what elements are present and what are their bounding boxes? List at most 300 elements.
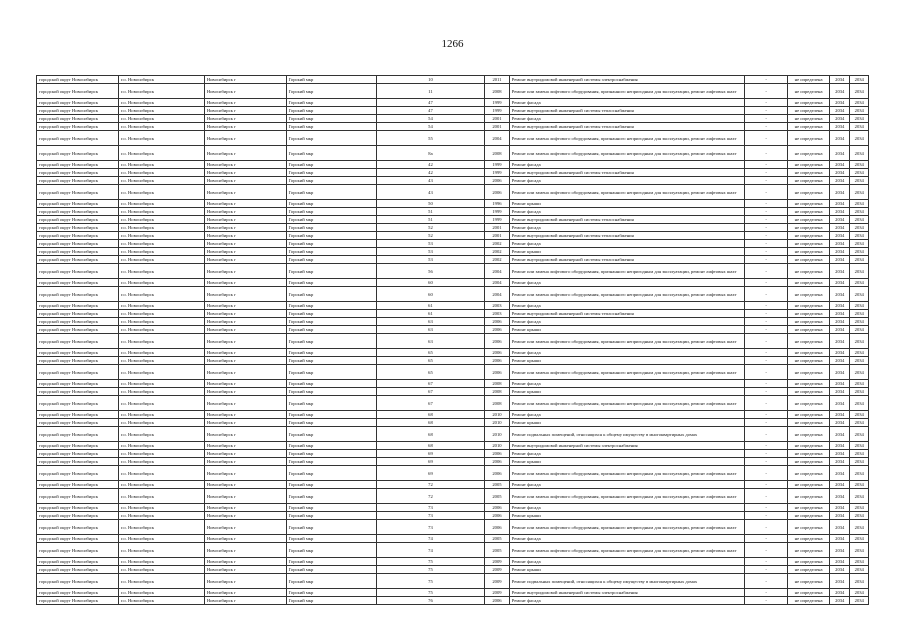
plan-end-cell: 2034 (850, 264, 869, 279)
work-type-cell: Ремонт крыши (509, 357, 744, 365)
table-row (37, 310, 869, 318)
house-number-cell: 74 (376, 535, 484, 543)
work-type-cell: Ремонт крыши (509, 419, 744, 427)
cost-cell: - (745, 349, 788, 357)
plan-end-cell: 2034 (850, 489, 869, 504)
plan-end-cell: 2034 (850, 76, 869, 84)
district-cell: городской округ Новосибирск (37, 543, 119, 558)
house-number-cell: 53 (376, 248, 484, 256)
plan-end-cell: 2034 (850, 216, 869, 224)
cost-cell: - (745, 396, 788, 411)
street-cell: Горский мкр (286, 185, 376, 200)
cost-cell: - (745, 365, 788, 380)
status-cell: не определена (788, 558, 830, 566)
table-row (37, 574, 869, 589)
plan-end-cell: 2034 (850, 185, 869, 200)
district-cell: городской округ Новосибирск (37, 419, 119, 427)
status-cell: не определена (788, 287, 830, 302)
cost-cell: - (745, 535, 788, 543)
build-year-cell: 2001 (485, 115, 510, 123)
plan-start-cell: 2034 (830, 264, 850, 279)
plan-start-cell: 2034 (830, 396, 850, 411)
work-type-cell: Ремонт или замена лифтового оборудования, признанного непригодным для эксплуатации, ремонт лифтовых шахт (509, 365, 744, 380)
city-cell: Новосибирск г (204, 216, 286, 224)
plan-end-cell: 2034 (850, 115, 869, 123)
cost-cell: - (745, 99, 788, 107)
work-type-cell: Ремонт фасада (509, 302, 744, 310)
street-cell: Горский мкр (286, 535, 376, 543)
plan-end-cell: 2034 (850, 504, 869, 512)
work-type-cell: Ремонт или замена лифтового оборудования, признанного непригодным для эксплуатации, ремонт лифтовых шахт (509, 287, 744, 302)
status-cell: не определена (788, 419, 830, 427)
status-cell: не определена (788, 589, 830, 597)
plan-end-cell: 2034 (850, 520, 869, 535)
district-cell: городской округ Новосибирск (37, 123, 119, 131)
city-cell: Новосибирск г (204, 427, 286, 442)
district-cell: городской округ Новосибирск (37, 380, 119, 388)
municipality-cell: г.о. Новосибирск (118, 458, 204, 466)
city-cell: Новосибирск г (204, 161, 286, 169)
work-type-cell: Ремонт внутридомовой инженерной системы электроснабжения (509, 442, 744, 450)
work-type-cell: Ремонт крыши (509, 200, 744, 208)
status-cell: не определена (788, 84, 830, 99)
cost-cell: - (745, 123, 788, 131)
plan-end-cell: 2034 (850, 419, 869, 427)
plan-start-cell: 2034 (830, 232, 850, 240)
municipality-cell: г.о. Новосибирск (118, 99, 204, 107)
cost-cell: - (745, 481, 788, 489)
build-year-cell: 2010 (485, 427, 510, 442)
district-cell: городской округ Новосибирск (37, 450, 119, 458)
district-cell: городской округ Новосибирск (37, 535, 119, 543)
city-cell: Новосибирск г (204, 489, 286, 504)
plan-start-cell: 2034 (830, 574, 850, 589)
municipality-cell: г.о. Новосибирск (118, 240, 204, 248)
plan-start-cell: 2034 (830, 589, 850, 597)
city-cell: Новосибирск г (204, 365, 286, 380)
plan-start-cell: 2034 (830, 115, 850, 123)
build-year-cell: 2004 (485, 279, 510, 287)
build-year-cell: 2006 (485, 185, 510, 200)
status-cell: не определена (788, 256, 830, 264)
table-row (37, 208, 869, 216)
table-row (37, 442, 869, 450)
work-type-cell: Ремонт фасада (509, 208, 744, 216)
plan-end-cell: 2034 (850, 411, 869, 419)
status-cell: не определена (788, 161, 830, 169)
municipality-cell: г.о. Новосибирск (118, 450, 204, 458)
city-cell: Новосибирск г (204, 543, 286, 558)
house-number-cell: 56 (376, 264, 484, 279)
municipality-cell: г.о. Новосибирск (118, 232, 204, 240)
street-cell: Горский мкр (286, 380, 376, 388)
city-cell: Новосибирск г (204, 380, 286, 388)
status-cell: не определена (788, 131, 830, 146)
district-cell: городской округ Новосибирск (37, 489, 119, 504)
house-number-cell: 67 (376, 380, 484, 388)
house-number-cell: 74 (376, 543, 484, 558)
district-cell: городской округ Новосибирск (37, 365, 119, 380)
plan-end-cell: 2034 (850, 380, 869, 388)
work-type-cell: Ремонт фасада (509, 597, 744, 605)
house-number-cell: 50 (376, 200, 484, 208)
cost-cell: - (745, 146, 788, 161)
district-cell: городской округ Новосибирск (37, 185, 119, 200)
status-cell: не определена (788, 169, 830, 177)
table-row (37, 334, 869, 349)
municipality-cell: г.о. Новосибирск (118, 264, 204, 279)
plan-end-cell: 2034 (850, 442, 869, 450)
plan-start-cell: 2034 (830, 466, 850, 481)
plan-end-cell: 2034 (850, 232, 869, 240)
street-cell: Горский мкр (286, 146, 376, 161)
district-cell: городской округ Новосибирск (37, 334, 119, 349)
work-type-cell: Ремонт внутридомовой инженерной системы теплоснабжения (509, 169, 744, 177)
status-cell: не определена (788, 442, 830, 450)
municipality-cell: г.о. Новосибирск (118, 520, 204, 535)
municipality-cell: г.о. Новосибирск (118, 131, 204, 146)
plan-start-cell: 2034 (830, 76, 850, 84)
street-cell: Горский мкр (286, 248, 376, 256)
build-year-cell: 2004 (485, 131, 510, 146)
house-number-cell: 61 (376, 310, 484, 318)
build-year-cell: 2005 (485, 543, 510, 558)
cost-cell: - (745, 504, 788, 512)
district-cell: городской округ Новосибирск (37, 200, 119, 208)
build-year-cell: 2008 (485, 146, 510, 161)
status-cell: не определена (788, 146, 830, 161)
plan-end-cell: 2034 (850, 481, 869, 489)
city-cell: Новосибирск г (204, 512, 286, 520)
plan-start-cell: 2034 (830, 380, 850, 388)
build-year-cell: 2006 (485, 450, 510, 458)
cost-cell: - (745, 326, 788, 334)
house-number-cell: 76 (376, 597, 484, 605)
work-type-cell: Ремонт или замена лифтового оборудования, признанного непригодным для эксплуатации, ремонт лифтовых шахт (509, 146, 744, 161)
plan-start-cell: 2034 (830, 481, 850, 489)
street-cell: Горский мкр (286, 574, 376, 589)
house-number-cell: 65 (376, 357, 484, 365)
municipality-cell: г.о. Новосибирск (118, 334, 204, 349)
district-cell: городской округ Новосибирск (37, 442, 119, 450)
district-cell: городской округ Новосибирск (37, 558, 119, 566)
street-cell: Горский мкр (286, 169, 376, 177)
district-cell: городской округ Новосибирск (37, 84, 119, 99)
plan-start-cell: 2034 (830, 489, 850, 504)
status-cell: не определена (788, 535, 830, 543)
city-cell: Новосибирск г (204, 248, 286, 256)
house-number-cell: 68 (376, 442, 484, 450)
table-row (37, 232, 869, 240)
street-cell: Горский мкр (286, 224, 376, 232)
street-cell: Горский мкр (286, 84, 376, 99)
build-year-cell: 2006 (485, 326, 510, 334)
build-year-cell: 2004 (485, 287, 510, 302)
plan-end-cell: 2034 (850, 326, 869, 334)
house-number-cell: 11 (376, 84, 484, 99)
street-cell: Горский мкр (286, 566, 376, 574)
district-cell: городской округ Новосибирск (37, 115, 119, 123)
cost-cell: - (745, 84, 788, 99)
street-cell: Горский мкр (286, 442, 376, 450)
street-cell: Горский мкр (286, 458, 376, 466)
build-year-cell: 2006 (485, 466, 510, 481)
table-row (37, 256, 869, 264)
district-cell: городской округ Новосибирск (37, 466, 119, 481)
plan-end-cell: 2034 (850, 256, 869, 264)
work-type-cell: Ремонт или замена лифтового оборудования, признанного непригодным для эксплуатации, ремонт лифтовых шахт (509, 543, 744, 558)
status-cell: не определена (788, 115, 830, 123)
build-year-cell: 2006 (485, 357, 510, 365)
table-row (37, 200, 869, 208)
work-type-cell: Ремонт или замена лифтового оборудования, признанного непригодным для эксплуатации, ремонт лифтовых шахт (509, 185, 744, 200)
municipality-cell: г.о. Новосибирск (118, 208, 204, 216)
table-row (37, 380, 869, 388)
status-cell: не определена (788, 458, 830, 466)
house-number-cell: 53 (376, 240, 484, 248)
work-type-cell: Ремонт фасада (509, 161, 744, 169)
plan-start-cell: 2034 (830, 123, 850, 131)
status-cell: не определена (788, 177, 830, 185)
district-cell: городской округ Новосибирск (37, 566, 119, 574)
house-number-cell: 72 (376, 481, 484, 489)
street-cell: Горский мкр (286, 287, 376, 302)
plan-start-cell: 2034 (830, 566, 850, 574)
district-cell: городской округ Новосибирск (37, 388, 119, 396)
municipality-cell: г.о. Новосибирск (118, 200, 204, 208)
house-number-cell: 75 (376, 558, 484, 566)
status-cell: не определена (788, 520, 830, 535)
house-number-cell: 75 (376, 566, 484, 574)
city-cell: Новосибирск г (204, 442, 286, 450)
house-number-cell: 51 (376, 208, 484, 216)
build-year-cell: 2006 (485, 365, 510, 380)
municipality-cell: г.о. Новосибирск (118, 349, 204, 357)
work-type-cell: Ремонт фасада (509, 504, 744, 512)
cost-cell: - (745, 240, 788, 248)
work-type-cell: Ремонт фасада (509, 99, 744, 107)
district-cell: городской округ Новосибирск (37, 597, 119, 605)
work-type-cell: Ремонт крыши (509, 512, 744, 520)
house-number-cell: 60 (376, 287, 484, 302)
house-number-cell: 73 (376, 512, 484, 520)
table-row (37, 115, 869, 123)
district-cell: городской округ Новосибирск (37, 248, 119, 256)
street-cell: Горский мкр (286, 123, 376, 131)
city-cell: Новосибирск г (204, 264, 286, 279)
municipality-cell: г.о. Новосибирск (118, 169, 204, 177)
house-number-cell: 47 (376, 107, 484, 115)
cost-cell: - (745, 287, 788, 302)
city-cell: Новосибирск г (204, 310, 286, 318)
district-cell: городской округ Новосибирск (37, 169, 119, 177)
status-cell: не определена (788, 318, 830, 326)
work-type-cell: Ремонт или замена лифтового оборудования, признанного непригодным для эксплуатации, ремонт лифтовых шахт (509, 520, 744, 535)
work-type-cell: Ремонт фасада (509, 380, 744, 388)
work-type-cell: Ремонт внутридомовой инженерной системы теплоснабжения (509, 256, 744, 264)
plan-start-cell: 2034 (830, 349, 850, 357)
build-year-cell: 1999 (485, 216, 510, 224)
build-year-cell: 2009 (485, 566, 510, 574)
plan-end-cell: 2034 (850, 248, 869, 256)
plan-end-cell: 2034 (850, 427, 869, 442)
plan-end-cell: 2034 (850, 208, 869, 216)
work-type-cell: Ремонт внутридомовой инженерной системы электроснабжения (509, 76, 744, 84)
table-row (37, 264, 869, 279)
build-year-cell: 2005 (485, 535, 510, 543)
cost-cell: - (745, 76, 788, 84)
house-number-cell: 43 (376, 177, 484, 185)
plan-end-cell: 2034 (850, 123, 869, 131)
cost-cell: - (745, 466, 788, 481)
city-cell: Новосибирск г (204, 504, 286, 512)
table-row (37, 146, 869, 161)
house-number-cell: 52 (376, 232, 484, 240)
city-cell: Новосибирск г (204, 302, 286, 310)
city-cell: Новосибирск г (204, 177, 286, 185)
municipality-cell: г.о. Новосибирск (118, 279, 204, 287)
city-cell: Новосибирск г (204, 466, 286, 481)
build-year-cell: 2002 (485, 240, 510, 248)
house-number-cell: 63 (376, 318, 484, 326)
house-number-cell: 69 (376, 466, 484, 481)
table-row (37, 326, 869, 334)
municipality-cell: г.о. Новосибирск (118, 411, 204, 419)
municipality-cell: г.о. Новосибирск (118, 427, 204, 442)
status-cell: не определена (788, 411, 830, 419)
status-cell: не определена (788, 216, 830, 224)
plan-start-cell: 2034 (830, 334, 850, 349)
status-cell: не определена (788, 232, 830, 240)
district-cell: городской округ Новосибирск (37, 76, 119, 84)
house-number-cell: 54 (376, 123, 484, 131)
plan-start-cell: 2034 (830, 84, 850, 99)
municipality-cell: г.о. Новосибирск (118, 256, 204, 264)
street-cell: Горский мкр (286, 279, 376, 287)
table-row (37, 411, 869, 419)
build-year-cell: 2011 (485, 76, 510, 84)
status-cell: не определена (788, 224, 830, 232)
house-number-cell: 65 (376, 349, 484, 357)
build-year-cell: 2006 (485, 177, 510, 185)
municipality-cell: г.о. Новосибирск (118, 388, 204, 396)
work-type-cell: Ремонт внутридомовой инженерной системы теплоснабжения (509, 107, 744, 115)
house-number-cell: 65 (376, 365, 484, 380)
plan-start-cell: 2034 (830, 310, 850, 318)
plan-start-cell: 2034 (830, 597, 850, 605)
work-type-cell: Ремонт внутридомовой инженерной системы теплоснабжения (509, 310, 744, 318)
street-cell: Горский мкр (286, 240, 376, 248)
district-cell: городской округ Новосибирск (37, 287, 119, 302)
status-cell: не определена (788, 566, 830, 574)
status-cell: не определена (788, 200, 830, 208)
municipality-cell: г.о. Новосибирск (118, 302, 204, 310)
cost-cell: - (745, 131, 788, 146)
table-row (37, 520, 869, 535)
cost-cell: - (745, 574, 788, 589)
house-number-cell: 60 (376, 279, 484, 287)
build-year-cell: 2009 (485, 574, 510, 589)
house-number-cell: 47 (376, 99, 484, 107)
plan-start-cell: 2034 (830, 185, 850, 200)
status-cell: не определена (788, 107, 830, 115)
table-row (37, 419, 869, 427)
district-cell: городской округ Новосибирск (37, 512, 119, 520)
build-year-cell: 1999 (485, 208, 510, 216)
work-type-cell: Ремонт внутридомовой инженерной системы теплоснабжения (509, 123, 744, 131)
municipality-cell: г.о. Новосибирск (118, 543, 204, 558)
street-cell: Горский мкр (286, 302, 376, 310)
table-row (37, 357, 869, 365)
city-cell: Новосибирск г (204, 558, 286, 566)
plan-end-cell: 2034 (850, 169, 869, 177)
plan-start-cell: 2034 (830, 512, 850, 520)
plan-start-cell: 2034 (830, 131, 850, 146)
plan-start-cell: 2034 (830, 411, 850, 419)
plan-end-cell: 2034 (850, 543, 869, 558)
table-row (37, 318, 869, 326)
city-cell: Новосибирск г (204, 107, 286, 115)
city-cell: Новосибирск г (204, 200, 286, 208)
cost-cell: - (745, 411, 788, 419)
city-cell: Новосибирск г (204, 123, 286, 131)
status-cell: не определена (788, 123, 830, 131)
cost-cell: - (745, 185, 788, 200)
city-cell: Новосибирск г (204, 458, 286, 466)
build-year-cell: 1999 (485, 107, 510, 115)
table-row (37, 177, 869, 185)
district-cell: городской округ Новосибирск (37, 396, 119, 411)
house-number-cell: 8а (376, 146, 484, 161)
plan-end-cell: 2034 (850, 287, 869, 302)
district-cell: городской округ Новосибирск (37, 326, 119, 334)
district-cell: городской округ Новосибирск (37, 177, 119, 185)
cost-cell: - (745, 208, 788, 216)
plan-start-cell: 2034 (830, 326, 850, 334)
street-cell: Горский мкр (286, 349, 376, 357)
table-row (37, 450, 869, 458)
plan-start-cell: 2034 (830, 248, 850, 256)
build-year-cell: 2008 (485, 388, 510, 396)
district-cell: городской округ Новосибирск (37, 589, 119, 597)
work-type-cell: Ремонт крыши (509, 566, 744, 574)
municipality-cell: г.о. Новосибирск (118, 512, 204, 520)
cost-cell: - (745, 302, 788, 310)
street-cell: Горский мкр (286, 365, 376, 380)
street-cell: Горский мкр (286, 543, 376, 558)
street-cell: Горский мкр (286, 216, 376, 224)
table-row (37, 489, 869, 504)
city-cell: Новосибирск г (204, 256, 286, 264)
district-cell: городской округ Новосибирск (37, 99, 119, 107)
cost-cell: - (745, 169, 788, 177)
plan-end-cell: 2034 (850, 131, 869, 146)
plan-end-cell: 2034 (850, 357, 869, 365)
plan-start-cell: 2034 (830, 302, 850, 310)
house-number-cell: 72 (376, 489, 484, 504)
work-type-cell: Ремонт или замена лифтового оборудования, признанного непригодным для эксплуатации, ремонт лифтовых шахт (509, 131, 744, 146)
table-row (37, 349, 869, 357)
cost-cell: - (745, 232, 788, 240)
table-row (37, 396, 869, 411)
plan-start-cell: 2034 (830, 177, 850, 185)
build-year-cell: 2006 (485, 349, 510, 357)
table-row (37, 597, 869, 605)
city-cell: Новосибирск г (204, 169, 286, 177)
municipality-cell: г.о. Новосибирск (118, 76, 204, 84)
plan-end-cell: 2034 (850, 574, 869, 589)
district-cell: городской округ Новосибирск (37, 146, 119, 161)
